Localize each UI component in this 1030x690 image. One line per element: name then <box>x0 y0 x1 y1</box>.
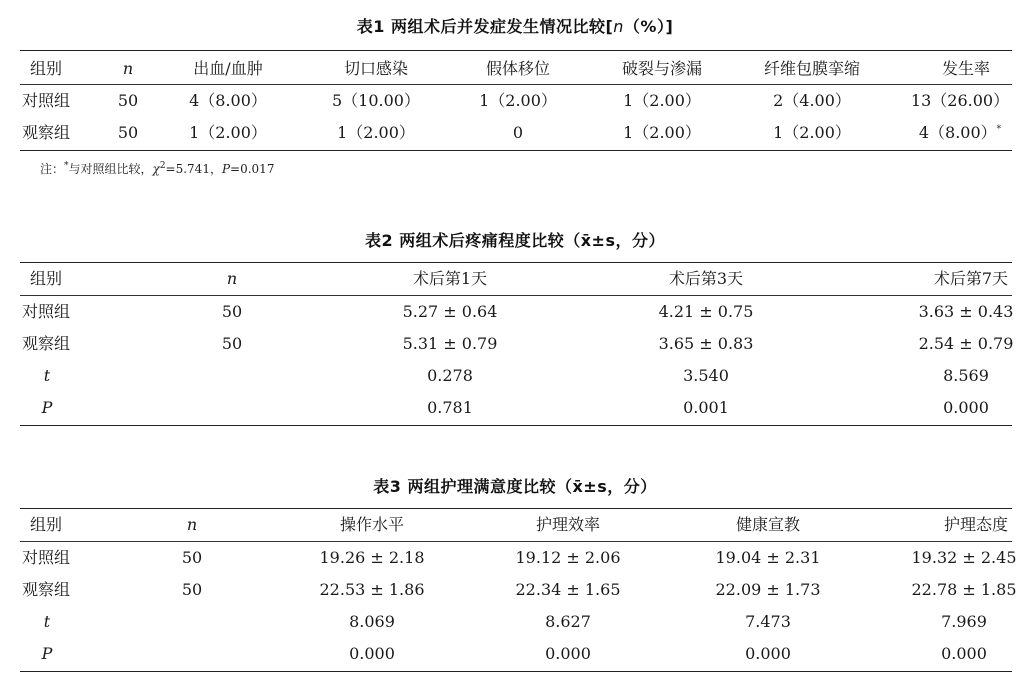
table2-header-n: n <box>226 269 238 288</box>
table2-cell: 3.540 <box>683 366 729 385</box>
table1-cell: 1（2.00） <box>479 91 557 110</box>
table3-cell: 0.000 <box>349 644 395 663</box>
table3-cell: 8.069 <box>349 612 395 631</box>
table2-cell: 3.65 ± 0.83 <box>658 334 754 353</box>
table3-header-n: n <box>186 515 198 534</box>
table1-cell: 1（2.00） <box>337 123 415 142</box>
table3-bottom-rule <box>20 671 1012 672</box>
table3-cell: 19.04 ± 2.31 <box>715 548 821 567</box>
table1-cell: 观察组 <box>22 123 71 142</box>
table2-cell: 0.000 <box>943 398 989 417</box>
table1-header-bleeding: 出血/血肿 <box>193 59 263 78</box>
note-chi: χ <box>152 162 160 176</box>
table2-header-rule <box>20 295 1012 296</box>
table3-cell: 0.000 <box>545 644 591 663</box>
table3-cell: 22.34 ± 1.65 <box>515 580 621 599</box>
table3-cell: 19.12 ± 2.06 <box>515 548 621 567</box>
table2-cell: 0.781 <box>427 398 473 417</box>
table2-cell: 0.001 <box>683 398 729 417</box>
table1-header-infection: 切口感染 <box>343 59 409 78</box>
table2-cell: 0.278 <box>427 366 473 385</box>
table3-cell: 观察组 <box>22 580 71 599</box>
table1-note <box>40 160 274 177</box>
table3-header-group: 组别 <box>30 515 63 534</box>
table2-cell: 观察组 <box>22 334 71 353</box>
table-row <box>0 543 1030 573</box>
table3-cell: 0.000 <box>941 644 987 663</box>
table-row <box>0 607 1030 637</box>
table2-header-day1: 术后第1天 <box>412 269 488 288</box>
table2-cell: 3.63 ± 0.43 <box>918 302 1014 321</box>
table2-cell: t <box>43 366 51 385</box>
table1-cell: 5（10.00） <box>332 91 420 110</box>
table1-cell: 13（26.00） <box>910 91 1010 110</box>
table1-header-displacement: 假体移位 <box>485 59 551 78</box>
table1-header-row <box>0 54 1030 84</box>
table1-header-contracture: 纤维包膜挛缩 <box>763 59 861 78</box>
table1-cell: 4（8.00） <box>189 91 267 110</box>
table3-cell: 19.32 ± 2.45 <box>911 548 1017 567</box>
table3-header-row <box>0 510 1030 540</box>
table2-header-group: 组别 <box>30 269 63 288</box>
table2-top-rule <box>20 262 1012 263</box>
table1-header-n: n <box>122 59 134 78</box>
table-row <box>0 361 1030 391</box>
table3-cell: 0.000 <box>745 644 791 663</box>
table1-cell: 50 <box>117 123 139 142</box>
table2-cell: 5.31 ± 0.79 <box>402 334 498 353</box>
table2-cell: 对照组 <box>22 302 71 321</box>
table-row <box>0 86 1030 116</box>
note-prefix: 注： <box>40 162 65 176</box>
table3-cell: 对照组 <box>22 548 71 567</box>
table1-caption-prefix: 表1 两组术后并发症发生情况比较[ <box>356 17 614 36</box>
table3-cell: 19.26 ± 2.18 <box>319 548 425 567</box>
note-text-3: =0.017 <box>230 162 275 176</box>
table3-cell: 22.78 ± 1.85 <box>911 580 1017 599</box>
table1-caption-suffix: （%）] <box>623 17 674 36</box>
table2-cell: 50 <box>221 302 243 321</box>
table3-cell: 50 <box>181 548 203 567</box>
table1-rate-value: 4（8.00） <box>918 123 997 142</box>
table3-header-attitude: 护理态度 <box>943 515 1008 534</box>
table2-header-row <box>0 264 1030 294</box>
table1-cell: 对照组 <box>22 91 71 110</box>
table3-cell: 8.627 <box>545 612 591 631</box>
table2-header-day3: 术后第3天 <box>668 269 744 288</box>
table2-cell: 50 <box>221 334 243 353</box>
table1-header-group: 组别 <box>30 59 63 78</box>
table2-cell: 5.27 ± 0.64 <box>402 302 498 321</box>
table2-cell: 4.21 ± 0.75 <box>658 302 754 321</box>
table3-cell: 22.53 ± 1.86 <box>319 580 425 599</box>
table1-caption <box>0 14 1030 37</box>
table3-header-efficiency: 护理效率 <box>535 515 601 534</box>
table-row <box>0 118 1030 148</box>
table1-bottom-rule <box>20 150 1012 151</box>
table1-cell: 2（4.00） <box>773 91 851 110</box>
table1-header-rate: 发生率 <box>941 59 991 78</box>
table1-cell: 50 <box>117 91 139 110</box>
table-row <box>0 297 1030 327</box>
table1-cell: 1（2.00） <box>623 91 701 110</box>
table2-header-day7: 术后第7天 <box>933 269 1008 288</box>
table1-cell: 1（2.00） <box>623 123 701 142</box>
table2-cell: 2.54 ± 0.79 <box>918 334 1014 353</box>
note-text-1: 与对照组比较， <box>68 162 153 176</box>
table-row <box>0 575 1030 605</box>
table-row <box>0 329 1030 359</box>
table1-cell <box>919 118 1001 148</box>
note-marker: * <box>64 161 69 171</box>
table3-header-education: 健康宣教 <box>735 515 801 534</box>
table-row <box>0 393 1030 423</box>
table3-cell: 22.09 ± 1.73 <box>715 580 821 599</box>
note-p: P <box>221 162 231 176</box>
table2-cell: 8.569 <box>943 366 989 385</box>
table1-cell: 0 <box>512 123 524 142</box>
table2-bottom-rule <box>20 425 1012 426</box>
table3-cell: P <box>41 644 53 663</box>
table1-header-rule <box>20 84 1012 85</box>
table1-header-rupture: 破裂与渗漏 <box>621 59 703 78</box>
table1-caption-n: n <box>613 17 624 36</box>
table3-header-skill: 操作水平 <box>339 515 405 534</box>
table2-caption: 表2 两组术后疼痛程度比较（x̄±s，分） <box>365 231 665 250</box>
table3-header-rule <box>20 541 1012 542</box>
table3-cell: t <box>43 612 51 631</box>
table1-top-rule <box>20 50 1012 51</box>
table3-cell: 7.473 <box>745 612 791 631</box>
significance-marker: * <box>996 124 1002 135</box>
table3-caption: 表3 两组护理满意度比较（x̄±s，分） <box>373 477 657 496</box>
table-row <box>0 639 1030 669</box>
table3-top-rule <box>20 508 1012 509</box>
note-text-2: =5.741， <box>165 162 222 176</box>
table2-cell: P <box>41 398 53 417</box>
table3-cell: 50 <box>181 580 203 599</box>
table3-cell: 7.969 <box>941 612 987 631</box>
note-chi-sup: 2 <box>159 161 166 171</box>
table1-cell: 1（2.00） <box>189 123 267 142</box>
table1-cell: 1（2.00） <box>773 123 851 142</box>
